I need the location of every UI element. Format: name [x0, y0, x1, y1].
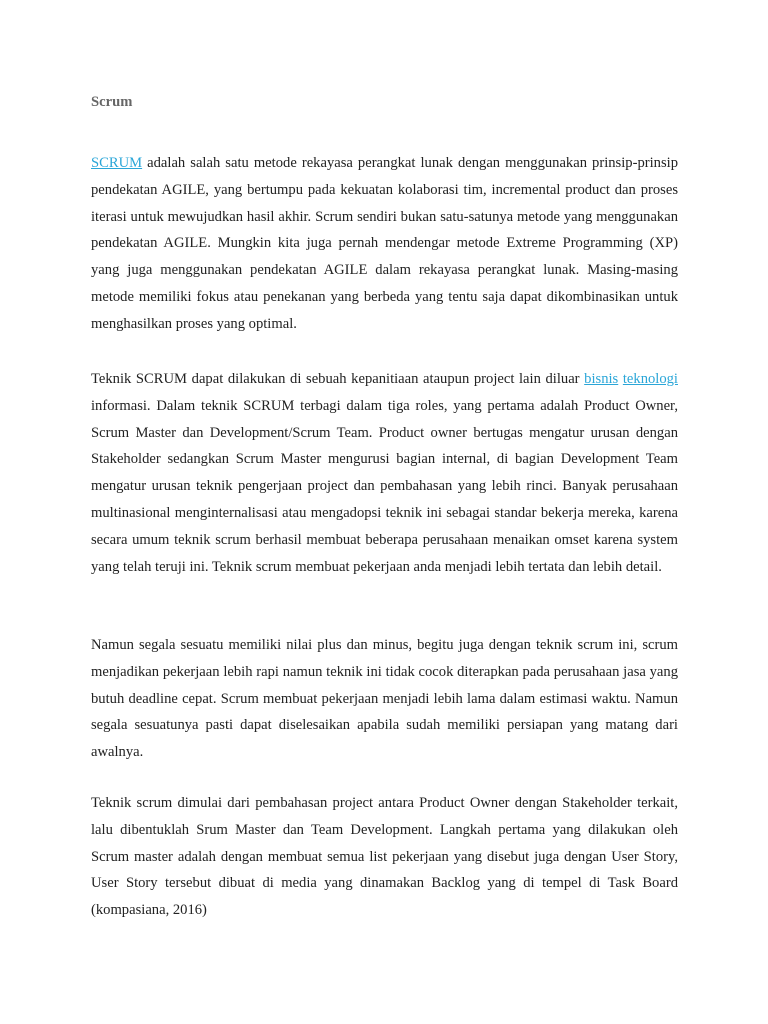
paragraph-scrum-roles	[91, 366, 678, 580]
paragraph-plus-minus: Namun segala sesuatu memiliki nilai plus dan minus, begitu juga dengan teknik scrum ini, scrum menjadikan pekerjaan lebih rapi namun teknik ini tidak cocok diterapkan pada perusahaan jasa yang butuh deadline cepat. Scrum membuat pekerjaan menjadi lebih lama dalam estimasi waktu. Namun segala sesuatunya pasti dapat diselesaikan apabila sudah memiliki persiapan yang matang dari awalnya.	[91, 637, 678, 761]
scrum-link[interactable]: SCRUM	[91, 155, 143, 171]
paragraph-1-text: adalah salah satu metode rekayasa perangkat lunak dengan menggunakan prinsip-prinsip pendekatan AGILE, yang bertumpu pada kekuatan kolaborasi tim, incremental product dan proses iterasi untuk mewujudkan hasil akhir. Scrum sendiri bukan satu-satunya metode yang menggunakan pendekatan AGILE. Mungkin kita juga pernah mendengar metode Extreme Programming (XP) yang juga menggunakan pendekatan AGILE dalam rekayasa perangkat lunak. Masing-masing metode memiliki fokus atau penekanan yang berbeda yang tentu saja dapat dikombinasikan untuk menghasilkan proses yang optimal.	[91, 155, 678, 332]
teknologi-link[interactable]: teknologi	[622, 371, 678, 387]
paragraph-scrum-process: Teknik scrum dimulai dari pembahasan project antara Product Owner dengan Stakeholder terkait, lalu dibentuklah Srum Master dan Team Development. Langkah pertama yang dilakukan oleh Scrum master adalah dengan membuat semua list pekerjaan yang disebut juga dengan User Story, User Story tersebut dibuat di media yang dinamakan Backlog yang di tempel di Task Board (kompasiana, 2016)	[91, 795, 678, 919]
bisnis-link[interactable]: bisnis	[584, 371, 619, 387]
paragraph-scrum-definition	[91, 150, 678, 338]
paragraph-2-text-before: Teknik SCRUM dapat dilakukan di sebuah kepanitiaan ataupun project lain diluar	[91, 371, 585, 387]
document-title: Scrum	[91, 94, 133, 110]
paragraph-2-text-after: informasi. Dalam teknik SCRUM terbagi dalam tiga roles, yang pertama adalah Product Owner, Scrum Master dan Development/Scrum Team. Product owner bertugas mengatur urusan dengan Stakeholder sedangkan Scrum Master mengurusi bagian internal, di bagian Development Team mengatur urusan teknik pengerjaan project dan pembahasan yang lebih rinci. Banyak perusahaan multinasional menginternalisasi atau mengadopsi teknik ini sebagai standar bekerja mereka, karena secara umum teknik scrum berhasil membuat beberapa perusahaan menaikan omset karena system yang telah teruji ini. Teknik scrum membuat pekerjaan anda menjadi lebih tertata dan lebih detail.	[91, 397, 678, 575]
